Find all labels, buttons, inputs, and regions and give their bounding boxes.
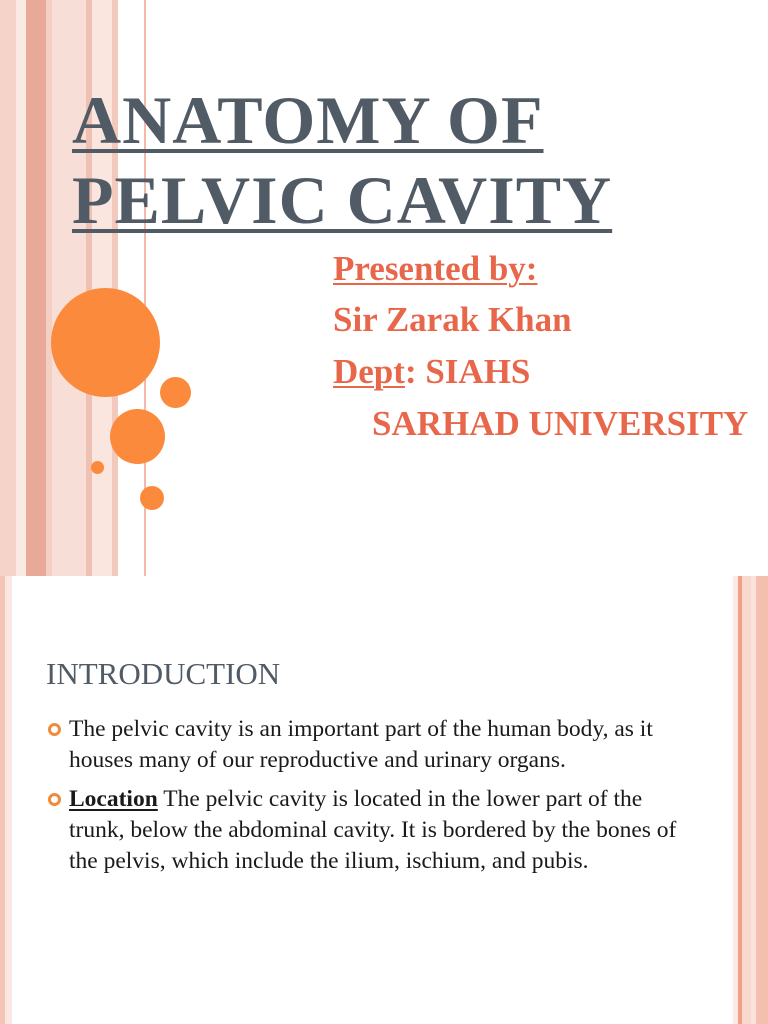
decorative-circle [91,461,104,474]
decorative-stripe [26,0,46,576]
decorative-circle [110,409,165,464]
decorative-stripe [742,576,751,1024]
bullet-list [46,714,686,885]
dept-label: Dept [333,352,405,391]
title-line-1: ANATOMY OF [72,82,544,158]
decorative-stripe [5,576,12,1024]
department [333,352,530,392]
presented-by-label: Presented by: [333,249,538,288]
presenter-name: Sir Zarak Khan [333,300,572,339]
slide-title [72,80,612,240]
circle-bullet-icon [48,723,61,736]
university-name: SARHAD UNIVERSITY [372,404,749,443]
list-item [46,784,686,877]
decorative-circle [51,288,160,397]
decorative-stripe [0,0,16,576]
decorative-stripe [756,576,768,1024]
decorative-circle [160,377,191,408]
dept-value: : SIAHS [404,352,531,391]
decorative-circle [140,486,164,510]
section-heading: INTRODUCTION [46,656,281,691]
bullet-keyword: Location [69,786,158,812]
circle-bullet-icon [48,793,61,806]
title-line-2: PELVIC CAVITY [72,162,613,238]
bullet-text: The pelvic cavity is located in the lower part of the trunk, below the abdominal cavity. It is bordered by the bones of the pelvis, which include the ilium, ischium, and pubis. [69,786,677,874]
bullet-text: The pelvic cavity is an important part of the human body, as it houses many of our reproductive and urinary organs. [69,716,653,773]
decorative-stripe [16,0,26,576]
introduction-slide [0,576,768,1024]
list-item [46,714,686,776]
